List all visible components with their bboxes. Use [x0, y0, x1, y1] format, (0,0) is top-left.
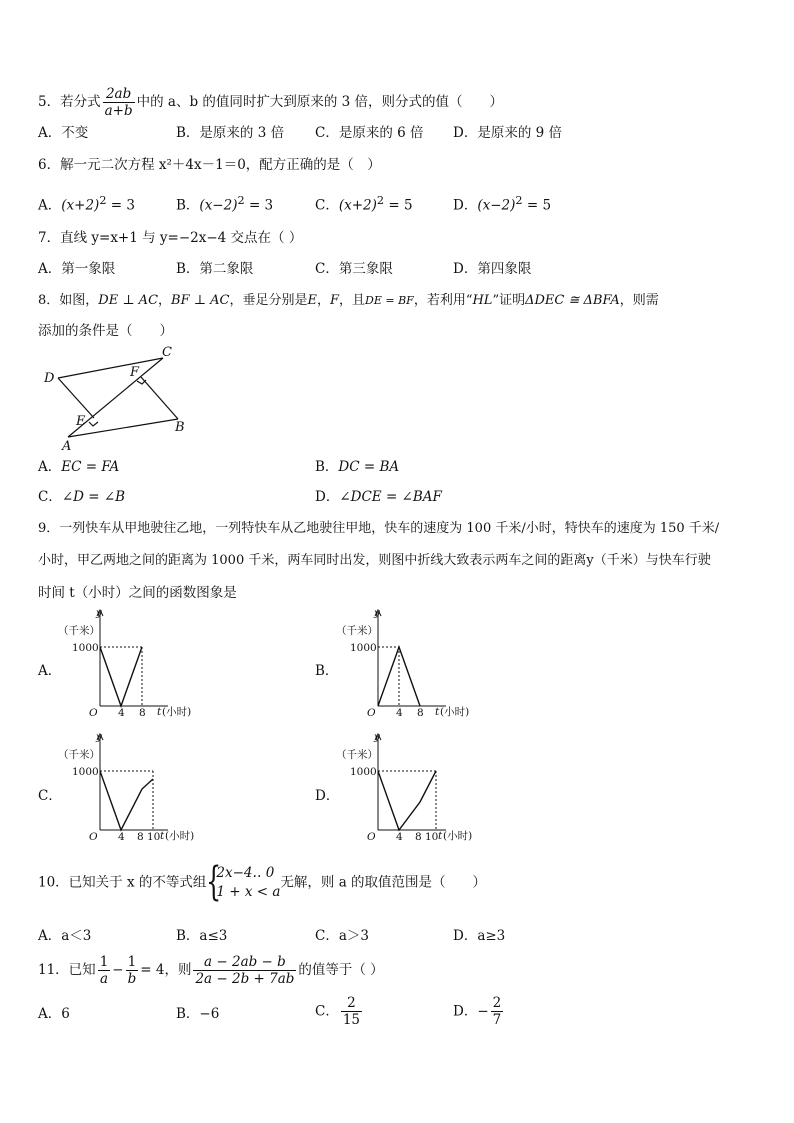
graph-line	[100, 771, 153, 830]
inequality-2: 1 + x < a	[216, 884, 281, 900]
option-a: A．6	[38, 1006, 70, 1022]
origin-label: O	[89, 707, 98, 719]
tick-1000: 1000	[72, 642, 99, 654]
segment-dc	[58, 358, 163, 378]
t-label: t	[438, 830, 443, 842]
question-text: ．若分式	[46, 94, 101, 110]
fraction-numerator: 1	[99, 954, 109, 970]
question-text: 中的 a、b 的值同时扩大到原来的 3 倍，则分式的值（ ）	[136, 94, 504, 110]
option-c	[315, 192, 413, 215]
fraction-denominator: 7	[492, 1012, 502, 1028]
tick-4: 4	[118, 831, 125, 843]
option-label: A．	[38, 197, 62, 214]
question-8	[38, 292, 758, 310]
option-b: B．	[315, 663, 339, 679]
question-number: 5	[38, 94, 47, 110]
fraction	[193, 954, 296, 987]
option-label: B．	[176, 197, 200, 214]
question-text: ，垂足分别是	[229, 293, 308, 308]
math-operator: −	[112, 962, 124, 978]
question-text: 的值等于（ ）	[298, 962, 384, 978]
tick-8: 8	[137, 831, 144, 843]
math-expr: ∠DCE = ∠BAF	[339, 489, 442, 505]
tick-8: 8	[415, 831, 422, 843]
inequality-system	[206, 859, 281, 905]
question-text: ”证明	[492, 293, 526, 308]
question-text: 无解，则 a 的取值范围是（ ）	[280, 874, 487, 891]
point-f-label: F	[130, 365, 140, 380]
question-text: ，若利用“	[413, 293, 473, 308]
exponent: 2	[515, 194, 523, 207]
graph-line	[100, 647, 142, 706]
option-d: D．	[315, 788, 340, 804]
option-label: A．	[38, 459, 62, 475]
tick-4: 4	[396, 707, 403, 719]
fraction-numerator: 1	[126, 954, 139, 971]
option-c: C．第三象限	[315, 261, 393, 277]
question-8-line2: 添加的条件是（ ）	[38, 323, 173, 339]
option-d: D．第四象限	[453, 261, 532, 277]
point-e-label: E	[76, 414, 86, 429]
y-unit: （千米）	[336, 749, 378, 761]
exponent: 2	[376, 194, 385, 207]
fraction	[126, 954, 139, 987]
question-9: 9．一列快车从甲地驶往乙地，一列特快车从乙地驶往甲地，快车的速度为 100 千米/小时，特快车的速度为 150 千米/	[38, 521, 720, 536]
t-label: t	[157, 706, 162, 718]
y-label: y	[374, 607, 380, 619]
y-unit: （千米）	[58, 625, 100, 637]
math-rhs: = 5	[522, 197, 552, 214]
point-c-label: C	[162, 345, 172, 360]
math-expr: ΔDEC ≅ ΔBFA	[525, 293, 620, 308]
fraction-numerator: 2ab	[103, 86, 135, 103]
inequality-1: 2x−4‥ 0	[216, 865, 275, 881]
question-text: ，且	[339, 293, 366, 308]
fraction-numerator: 2	[492, 995, 502, 1011]
origin-label: O	[367, 831, 376, 843]
right-angle-mark-f	[137, 380, 146, 384]
math-rhs: = 3	[244, 197, 274, 214]
option-c: C．是原来的 6 倍	[315, 125, 424, 141]
graph-d	[336, 730, 486, 845]
tick-1000: 1000	[72, 766, 99, 778]
option-b: B．−6	[176, 1006, 220, 1022]
exponent: 2	[237, 194, 245, 207]
fraction-denominator: 2a − 2b + 7ab	[195, 971, 295, 987]
tick-8: 8	[139, 707, 146, 719]
math-expr: DE = BF	[365, 294, 414, 307]
fraction-denominator: a	[99, 971, 109, 987]
y-unit: （千米）	[58, 749, 100, 761]
question-text: 小时，甲乙两地之间的距离为 1000 千米，两车同时出发，则图中折线大致表示两车之间的距离	[38, 553, 587, 568]
question-text: （千米）与快车行驶	[593, 553, 711, 568]
option-c	[38, 488, 125, 506]
option-d: D．a≥3	[453, 928, 506, 944]
exponent: 2	[99, 194, 107, 207]
question-6: 6．解一元二次方程 x²＋4x－1＝0，配方正确的是（ ）	[38, 157, 381, 173]
option-label: D．	[453, 197, 478, 214]
option-a	[38, 192, 135, 215]
question-text: ，则需	[619, 293, 659, 308]
option-b	[176, 192, 273, 215]
y-label: y	[96, 731, 102, 743]
math-expr: y	[586, 553, 594, 568]
fraction-denominator: a+b	[104, 103, 133, 119]
math-expr: DE ⊥ AC	[98, 293, 159, 308]
fraction	[98, 954, 111, 987]
question-text: ，则	[164, 962, 192, 978]
math-expr: EC = FA	[61, 459, 120, 475]
question-7: 7．直线 y=x+1 与 y=−2x−4 交点在（ ）	[38, 230, 303, 246]
option-a	[38, 458, 119, 476]
point-a-label: A	[62, 439, 72, 452]
math-rhs: = 5	[384, 197, 413, 214]
math-expr: (x−2)	[477, 197, 516, 214]
t-unit: (小时)	[440, 706, 470, 718]
graph-c	[58, 730, 208, 845]
graph-line	[378, 771, 436, 830]
option-d	[453, 995, 505, 1028]
fraction	[341, 995, 362, 1028]
t-unit: (小时)	[162, 706, 192, 718]
fraction-denominator: b	[127, 971, 137, 987]
graph-b	[336, 606, 476, 721]
option-d: D．是原来的 9 倍	[453, 125, 562, 141]
fraction-numerator: a − 2ab − b	[193, 954, 296, 971]
option-label: D．	[315, 489, 340, 505]
fraction-denominator: 15	[342, 1012, 361, 1028]
t-unit: (小时)	[165, 830, 195, 842]
option-a: A．不变	[38, 125, 89, 141]
fraction	[103, 86, 135, 119]
math-expr: BF ⊥ AC	[171, 293, 230, 308]
question-10	[38, 859, 758, 905]
math-rhs: = 4	[140, 962, 165, 978]
math-expr: ∠D = ∠B	[61, 489, 126, 505]
option-label: B．	[315, 459, 339, 475]
tick-1000: 1000	[350, 766, 377, 778]
triangle-figure	[38, 342, 238, 452]
option-b: B．第二象限	[176, 261, 254, 277]
option-label: C．	[315, 197, 339, 214]
question-text: ，	[316, 293, 330, 308]
math-rhs: = 3	[106, 197, 135, 214]
question-text: 11．已知	[38, 962, 96, 978]
question-5	[38, 86, 758, 119]
y-label: y	[374, 731, 380, 743]
segment-bf	[141, 377, 178, 419]
math-expr: E	[307, 293, 317, 308]
tick-4: 4	[118, 707, 125, 719]
option-c: C．	[38, 788, 62, 804]
tick-8: 8	[417, 707, 424, 719]
math-expr: DC = BA	[338, 459, 400, 475]
option-label: C．	[38, 489, 62, 505]
question-text: 10．已知关于 x 的不等式组	[38, 874, 207, 891]
point-d-label: D	[44, 371, 55, 386]
origin-label: O	[367, 707, 376, 719]
option-label: C．	[315, 1003, 339, 1020]
option-a: A．第一象限	[38, 261, 116, 277]
tick-10: 10	[147, 831, 161, 843]
question-text: 8．如图，	[38, 293, 99, 308]
option-b	[315, 458, 399, 476]
right-angle-mark-e	[89, 422, 98, 426]
point-b-label: B	[175, 420, 185, 435]
question-11	[38, 954, 758, 987]
tick-1000: 1000	[350, 642, 377, 654]
fraction	[491, 995, 504, 1028]
graph-a	[58, 606, 198, 721]
t-label: t	[435, 706, 440, 718]
fraction-numerator: 2	[341, 995, 362, 1012]
option-a: A．	[38, 663, 62, 679]
math-expr: (x+2)	[338, 197, 377, 214]
origin-label: O	[89, 831, 98, 843]
math-expr: F	[329, 293, 340, 308]
option-label: D．−	[453, 1003, 489, 1020]
option-d	[315, 488, 442, 506]
option-b: B．a≤3	[176, 928, 228, 944]
tick-4: 4	[396, 831, 403, 843]
option-d	[453, 192, 551, 215]
tick-10: 10	[425, 831, 439, 843]
segment-de	[58, 378, 94, 418]
question-text: ，	[158, 293, 172, 308]
y-unit: （千米）	[336, 625, 378, 637]
question-9-line3: 时间 t（小时）之间的函数图象是	[38, 585, 237, 601]
option-a: A．a＜3	[38, 928, 92, 944]
t-label: t	[160, 830, 165, 842]
t-unit: (小时)	[443, 830, 473, 842]
brace-icon: {	[206, 859, 222, 905]
option-c: C．a＞3	[315, 928, 369, 944]
question-9-line2	[38, 552, 758, 570]
math-expr: (x+2)	[61, 197, 100, 214]
option-c	[315, 995, 364, 1028]
math-expr: HL	[472, 293, 493, 308]
y-label: y	[96, 607, 102, 619]
math-expr: (x−2)	[199, 197, 238, 214]
option-b: B．是原来的 3 倍	[176, 125, 285, 141]
